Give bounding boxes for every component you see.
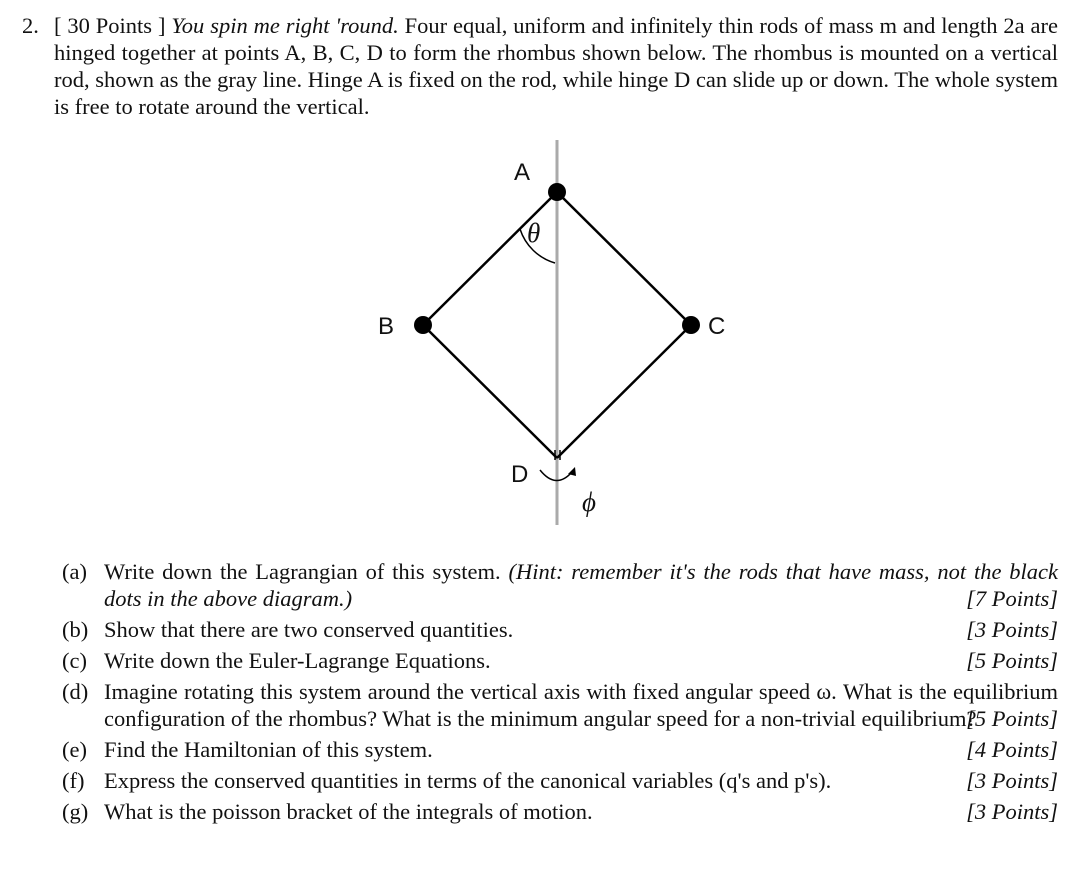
part-points: [5 Points]	[966, 648, 1058, 673]
problem-title: You spin me right 'round.	[171, 13, 399, 38]
part-points: [7 Points]	[966, 586, 1058, 611]
problem-points: [ 30 Points ]	[54, 13, 166, 38]
part-question: Show that there are two conserved quantities.	[104, 617, 514, 642]
label-c: C	[708, 313, 726, 340]
part-question: Express the conserved quantities in terms of the canonical variables (q's and p's).	[104, 768, 832, 793]
hinge-a	[548, 183, 566, 201]
problem-text: Four equal, uniform and infinitely thin rods of mass m and length 2a are hinged together at points A, B, C, D to form the rhombus shown below. The rhombus is mounted on a vertical rod, shown as the gray line. Hinge A is fixed on the rod, while hinge D can slide up or down. The whole system is free to rotate around the vertical.	[54, 13, 1059, 119]
rod-ab	[423, 192, 557, 325]
part-g	[62, 798, 1058, 825]
problem-statement	[22, 12, 1058, 120]
rhombus-diagram	[0, 130, 1080, 530]
label-theta: θ	[527, 218, 541, 248]
rod-ac	[557, 192, 691, 325]
part-letter: (g)	[62, 799, 89, 824]
rod-bd	[423, 325, 557, 458]
problem-number: 2.	[22, 13, 39, 38]
rod-cd	[557, 325, 691, 458]
part-letter: (f)	[62, 768, 85, 793]
part-hint: (Hint: remember it's the rods that have mass, not the black dots in the above diagram.)	[104, 559, 1059, 611]
label-a: A	[514, 159, 531, 186]
question-parts	[62, 558, 1058, 829]
part-question: Write down the Lagrangian of this system.	[104, 559, 501, 584]
hinge-b	[414, 316, 432, 334]
part-points: [3 Points]	[966, 617, 1058, 642]
part-a	[62, 558, 1058, 612]
part-c	[62, 647, 1058, 674]
part-question: What is the poisson bracket of the integrals of motion.	[104, 799, 593, 824]
part-points: [4 Points]	[966, 737, 1058, 762]
problem-body	[54, 12, 1058, 120]
label-b: B	[378, 313, 395, 340]
rhombus-figure	[0, 130, 1080, 530]
part-d	[62, 678, 1058, 732]
part-points: [5 Points]	[966, 706, 1058, 731]
part-letter: (d)	[62, 679, 89, 704]
part-f	[62, 767, 1058, 794]
part-letter: (b)	[62, 617, 89, 642]
label-phi: ϕ	[582, 487, 596, 517]
part-question: Write down the Euler-Lagrange Equations.	[104, 648, 491, 673]
part-b	[62, 616, 1058, 643]
part-question: Imagine rotating this system around the vertical axis with fixed angular speed ω. What is the equilibrium configuration of the rhombus? What is the minimum angular speed for a non-trivial equilibrium?	[104, 679, 1058, 731]
part-letter: (e)	[62, 737, 87, 762]
label-d: D	[511, 461, 529, 488]
hinge-c	[682, 316, 700, 334]
part-e	[62, 736, 1058, 763]
part-points: [3 Points]	[966, 799, 1058, 824]
part-question: Find the Hamiltonian of this system.	[104, 737, 433, 762]
part-letter: (a)	[62, 559, 87, 584]
part-letter: (c)	[62, 648, 87, 673]
part-points: [3 Points]	[966, 768, 1058, 793]
